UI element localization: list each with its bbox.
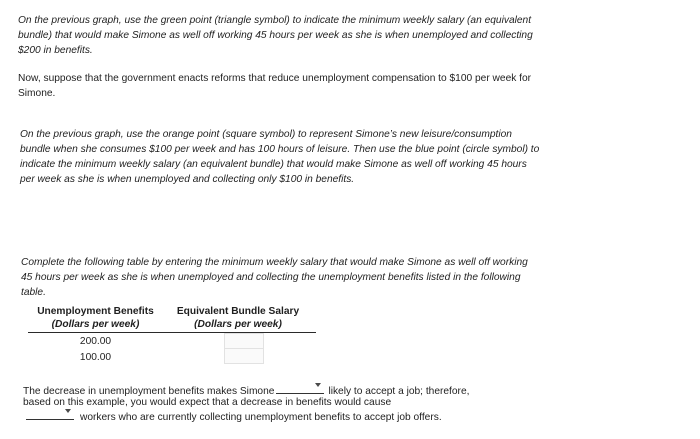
- benefit-value: 200.00: [79, 335, 112, 347]
- salary-input-200[interactable]: [224, 333, 264, 349]
- chevron-down-icon: [65, 409, 71, 413]
- header-label: Unemployment Benefits: [37, 306, 154, 317]
- sentence-text: workers who are currently collecting unemployment benefits to accept job offers.: [80, 412, 442, 423]
- header-unemployment-benefits: [28, 305, 163, 331]
- table-row: [28, 333, 316, 349]
- header-label: Equivalent Bundle Salary: [176, 306, 300, 317]
- table-header: [28, 305, 316, 333]
- chevron-down-icon: [315, 383, 321, 387]
- salary-table: [28, 305, 316, 365]
- workers-dropdown[interactable]: [26, 408, 74, 420]
- header-sublabel: (Dollars per week): [51, 319, 140, 330]
- instruction-orange-blue-points: On the previous graph, use the orange point (square symbol) to represent Simone’s new leisure/consumption bundle when she consumes $100 per week and has 100 hours of leisure. Then use the blue point (circle symbol) to indicate the minimum weekly salary (an equivalent bundle) that would make Simone as well off working 45 hours per week as she is when unemployed and collecting only $100 in benefits.: [20, 129, 540, 185]
- sentence-text: likely to accept a job; therefore,: [328, 386, 470, 397]
- header-equivalent-salary: [163, 305, 313, 331]
- policy-change-text: Now, suppose that the government enacts reforms that reduce unemployment compensation to $100 per week for Simone.: [18, 73, 532, 99]
- question-line-2: based on this example, you would expect that a decrease in benefits would cause: [23, 397, 392, 408]
- instruction-green-point: On the previous graph, use the green point (triangle symbol) to indicate the minimum weekly salary (an equivalent bundle) that would make Simone as well off working 45 hours per week as she is when unemployed and collecting $200 in benefits.: [18, 15, 533, 56]
- table-instructions: Complete the following table by entering the minimum weekly salary that would make Simone as well off working 45 hours per week as she is when unemployed and collecting the unemployment benefits listed in the following table.: [21, 257, 528, 298]
- benefit-value: 100.00: [79, 351, 112, 363]
- salary-input-100[interactable]: [224, 348, 264, 364]
- likelihood-dropdown[interactable]: [276, 382, 324, 394]
- question-line-3: [26, 408, 442, 425]
- header-sublabel: (Dollars per week): [194, 319, 282, 330]
- sentence-text: The decrease in unemployment benefits makes Simone: [23, 386, 275, 397]
- table-row: [28, 349, 316, 365]
